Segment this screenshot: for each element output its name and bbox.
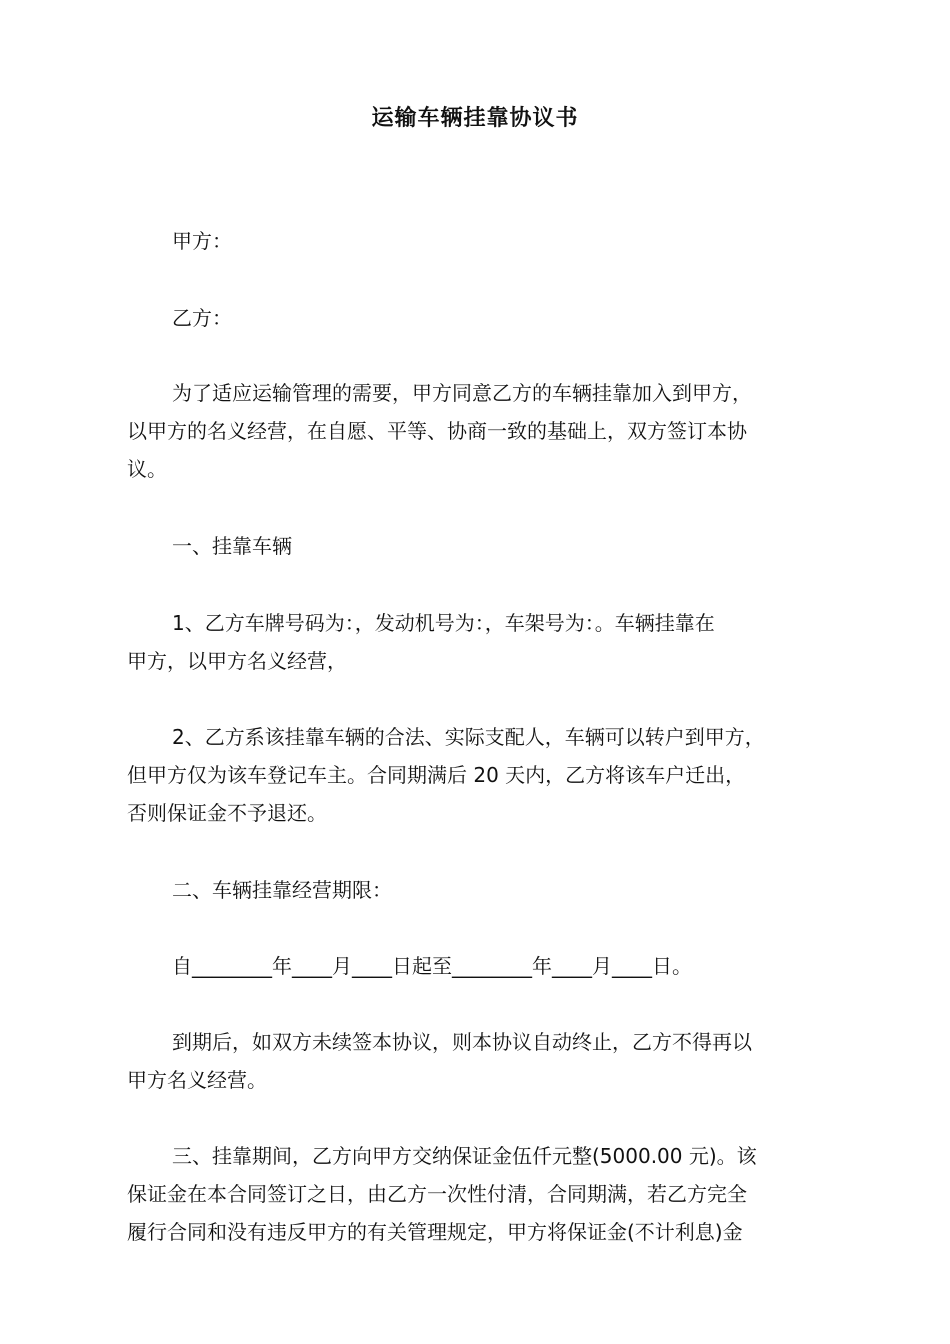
paragraph-line: 到期后，如双方未续签本协议，则本协议自动终止，乙方不得再以 <box>172 1030 752 1054</box>
intro-paragraph <box>127 374 827 488</box>
clause-1-paragraph <box>127 604 827 680</box>
paragraph-line: 1、乙方车牌号码为：，发动机号为：，车架号为：。车辆挂靠在 <box>172 611 715 635</box>
paragraph-line: 以甲方的名义经营，在自愿、平等、协商一致的基础上，双方签订本协 <box>127 419 747 443</box>
paragraph-line: 但甲方仅为该车登记车主。合同期满后 20 天内，乙方将该车户迁出， <box>127 763 746 787</box>
party-b-text: 乙方： <box>172 306 232 330</box>
period-text: 自________年____月____日起至________年____月____日。 <box>172 954 692 978</box>
paragraph-line: 议。 <box>127 457 167 481</box>
paragraph-line: 履行合同和没有违反甲方的有关管理规定，甲方将保证金(不计利息)金 <box>127 1220 743 1244</box>
party-a-label <box>127 222 827 260</box>
clause-2-paragraph <box>127 718 827 832</box>
section-3-paragraph <box>127 1137 827 1251</box>
paragraph-line: 2、乙方系该挂靠车辆的合法、实际支配人，车辆可以转户到甲方， <box>172 725 765 749</box>
section-1-heading <box>127 527 827 565</box>
paragraph-line: 否则保证金不予退还。 <box>127 801 327 825</box>
paragraph-line: 保证金在本合同签订之日，由乙方一次性付清，合同期满，若乙方完全 <box>127 1182 747 1206</box>
document-title: 运输车辆挂靠协议书 <box>371 106 579 131</box>
heading-text: 一、挂靠车辆 <box>172 534 292 558</box>
paragraph-line: 甲方名义经营。 <box>127 1068 267 1092</box>
party-b-label <box>127 299 827 337</box>
heading-text: 二、车辆挂靠经营期限： <box>172 878 392 902</box>
party-a-text: 甲方： <box>172 229 232 253</box>
period-line <box>127 947 827 985</box>
section-2-heading <box>127 871 827 909</box>
paragraph-line: 甲方，以甲方名义经营， <box>127 649 347 673</box>
paragraph-line: 为了适应运输管理的需要，甲方同意乙方的车辆挂靠加入到甲方， <box>172 381 752 405</box>
expiry-paragraph <box>127 1023 827 1099</box>
paragraph-line: 三、挂靠期间，乙方向甲方交纳保证金伍仟元整(5000.00 元)。该 <box>172 1144 757 1168</box>
